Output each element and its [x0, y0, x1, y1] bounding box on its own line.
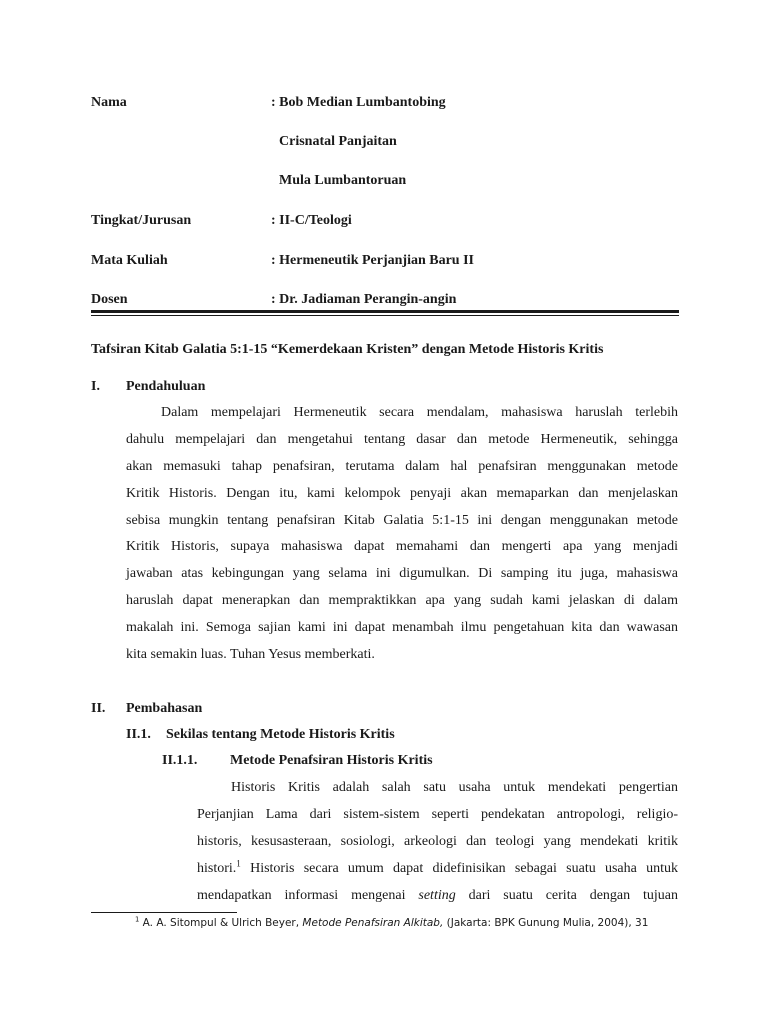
paragraph-line: historis, kesusasteraan, sosiologi, arkeologi dan teologi yang mendekati kritik	[197, 833, 678, 849]
subsection-2-1-1-number: II.1.1.	[162, 753, 198, 768]
paragraph-line: sebisa mungkin tentang penafsiran Kitab Galatia 5:1-15 ini dengan menggunakan metode	[126, 512, 678, 528]
subsection-2-1-heading: Sekilas tentang Metode Historis Kritis	[166, 727, 395, 742]
paragraph-line: Dalam mempelajari Hermeneutik secara mendalam, mahasiswa haruslah terlebih	[161, 405, 678, 420]
section-2-paragraph	[197, 775, 678, 909]
paragraph-line	[197, 856, 678, 883]
paragraph-line: Perjanjian Lama dari sistem-sistem seperti pendekatan antropologi, religio-	[197, 806, 678, 822]
paragraph-line: Historis Kritis adalah salah satu usaha untuk mendekati pengertian	[231, 780, 678, 795]
matakuliah-label: Mata Kuliah	[91, 253, 168, 268]
paragraph-line: Kritik Historis. Dengan itu, kami kelompok penyaji akan memaparkan dan menjelaskan	[126, 485, 678, 501]
line-text: dari suatu cerita dengan tujuan	[455, 887, 678, 903]
nama-value-1: : Bob Median Lumbantobing	[271, 95, 446, 110]
subsection-2-1-number: II.1.	[126, 727, 151, 742]
footnote-separator	[91, 912, 237, 913]
paragraph-line: Kritik Historis, supaya mahasiswa dapat memahami dan mengerti apa yang menjadi	[126, 539, 678, 555]
section-2-heading: Pembahasan	[126, 701, 203, 716]
paragraph-line: dahulu mempelajari dan mengetahui tentang dasar dan metode Hermeneutik, sehingga	[126, 431, 678, 447]
subsection-2-1-1-heading: Metode Penafsiran Historis Kritis	[230, 753, 433, 768]
nama-value-3: Mula Lumbantoruan	[279, 173, 407, 188]
footnote-ref[interactable]: 1	[236, 858, 241, 869]
nama-value-2: Crisnatal Panjaitan	[279, 134, 397, 149]
dosen-value: : Dr. Jadiaman Perangin-angin	[271, 292, 457, 307]
dosen-label: Dosen	[91, 292, 128, 307]
tingkat-label: Tingkat/Jurusan	[91, 213, 192, 228]
tingkat-value: : II-C/Teologi	[271, 213, 352, 228]
line-text: mendapatkan informasi mengenai	[197, 887, 419, 903]
italic-term: setting	[418, 887, 456, 903]
line-text: histori.	[197, 860, 237, 876]
section-1-paragraph	[126, 400, 678, 669]
footnote-book-title: Metode Penafsiran Alkitab,	[302, 917, 444, 929]
footnote-text: A. A. Sitompul & Ulrich Beyer,	[139, 917, 303, 929]
nama-label: Nama	[91, 95, 127, 110]
document-title: Tafsiran Kitab Galatia 5:1-15 “Kemerdekaan Kristen” dengan Metode Historis Kritis	[91, 342, 604, 357]
header-rule-thin	[91, 315, 679, 316]
footnote-text: (Jakarta: BPK Gunung Mulia, 2004), 31	[443, 917, 649, 929]
paragraph-line: makalah ini. Semoga sajian kami ini dapat menambah ilmu pengetahuan kita dan wawasan	[126, 620, 678, 636]
line-text: Historis secara umum dapat didefinisikan sebagai suatu usaha untuk	[240, 860, 678, 876]
paragraph-line: haruslah dapat menerapkan dan mempraktikkan apa yang sudah kami jelaskan di dalam	[126, 593, 678, 609]
footnote	[135, 916, 648, 930]
footnote-number: 1	[135, 915, 140, 924]
matakuliah-value: : Hermeneutik Perjanjian Baru II	[271, 253, 474, 268]
section-2-number: II.	[91, 701, 106, 716]
paragraph-line: jawaban atas kebingungan yang selama ini digumulkan. Di samping itu juga, mahasiswa	[126, 566, 678, 582]
paragraph-line	[197, 883, 678, 910]
header-rule-thick	[91, 310, 679, 313]
paragraph-line: kita semakin luas. Tuhan Yesus memberkati.	[126, 647, 375, 663]
section-1-number: I.	[91, 379, 100, 394]
paragraph-line: akan memasuki tahap penafsiran, terutama dalam hal penafsiran menggunakan metode	[126, 458, 678, 474]
section-1-heading: Pendahuluan	[126, 379, 206, 394]
